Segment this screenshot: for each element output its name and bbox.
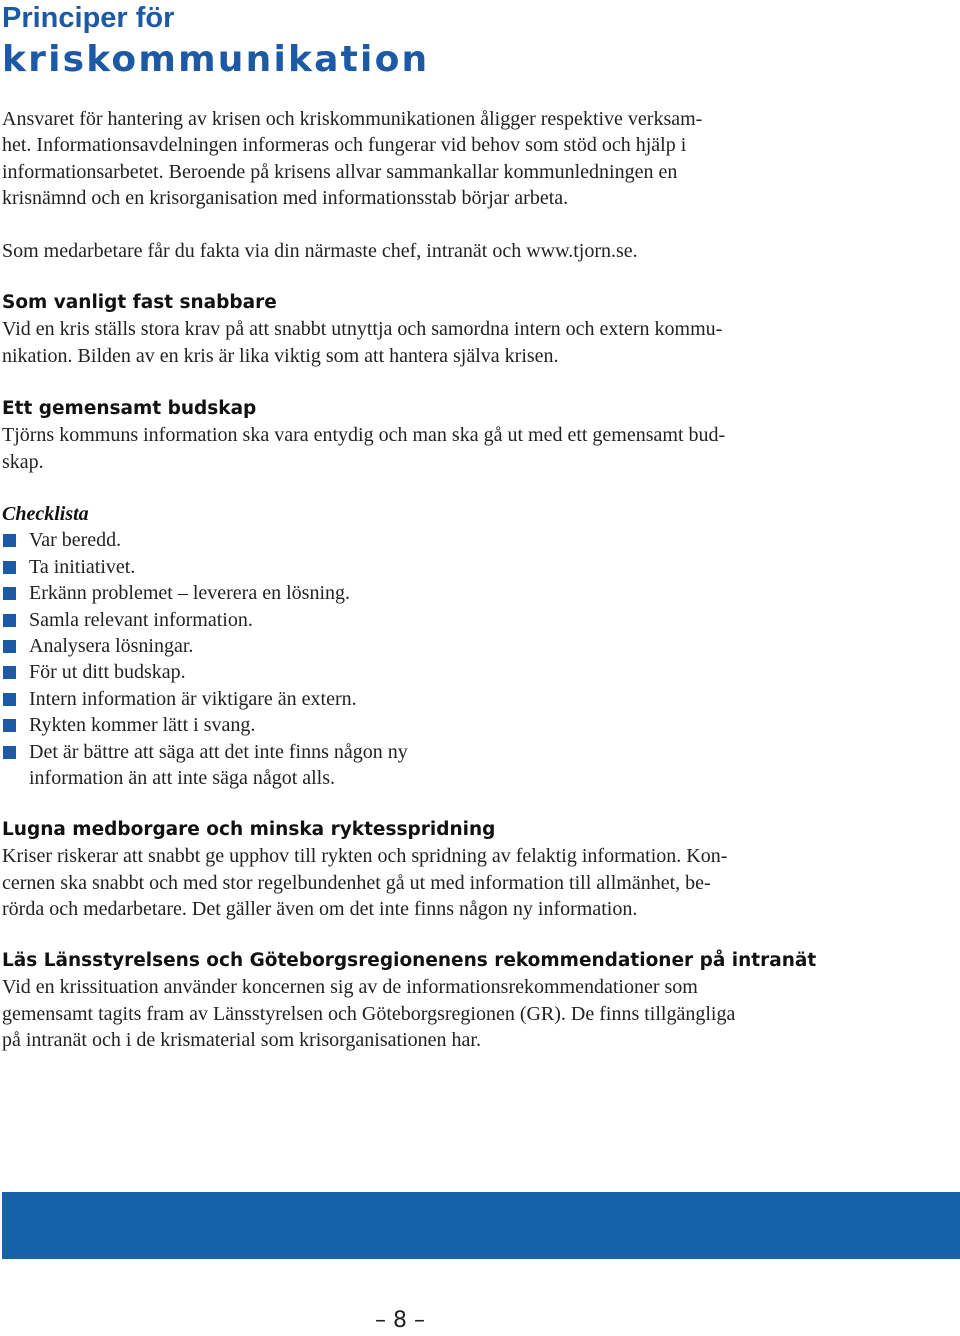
footer-bar	[2, 1192, 960, 1259]
square-bullet-icon	[3, 693, 16, 706]
section-heading-recommendations: Läs Länsstyrelsens och Göteborgsregionenens rekommendationer på intranät	[2, 950, 817, 971]
paragraph-line: informationsarbetet. Beroende på krisens allvar sammankallar kommunledningen en	[2, 160, 678, 183]
checklist-item-text: Ta initiativet.	[29, 555, 136, 578]
paragraph-line: nikation. Bilden av en kris är lika viktig som att hantera själva krisen.	[2, 344, 559, 367]
square-bullet-icon	[3, 746, 16, 759]
checklist-item-text: Samla relevant information.	[29, 608, 253, 631]
employee-note-paragraph	[2, 238, 802, 264]
square-bullet-icon	[3, 561, 16, 574]
square-bullet-icon	[3, 719, 16, 732]
checklist-item	[2, 712, 802, 738]
checklist-item-text: Analysera lösningar.	[29, 635, 194, 658]
intro-paragraph	[2, 106, 802, 212]
paragraph-line: gemensamt tagits fram av Länsstyrelsen och Göteborgsregionen (GR). De finns tillgängliga	[2, 1002, 736, 1025]
checklist-item-text: Var beredd.	[29, 529, 122, 552]
checklist-item	[2, 554, 802, 580]
paragraph-line: på intranät och i de krismaterial som krisorganisationen har.	[2, 1029, 481, 1052]
checklist-item-text: Intern information är viktigare än extern.	[29, 687, 357, 710]
section-heading-calm: Lugna medborgare och minska ryktesspridning	[2, 819, 496, 840]
paragraph-line: Ansvaret för hantering av krisen och kriskommunikationen åligger respektive verksam-	[2, 108, 703, 130]
checklist-item	[2, 659, 802, 685]
square-bullet-icon	[3, 666, 16, 679]
square-bullet-icon	[3, 587, 16, 600]
page-title-line2: kriskommunikation	[2, 39, 430, 80]
square-bullet-icon	[3, 640, 16, 653]
checklist-item-text: Det är bättre att säga att det inte finns någon ny	[29, 740, 408, 763]
checklist-item	[2, 607, 802, 633]
employee-note: Som medarbetare får du fakta via din närmaste chef, intranät och www.tjorn.se.	[2, 240, 638, 262]
checklist	[2, 501, 802, 791]
paragraph-line: cernen ska snabbt och med stor regelbundenhet gå ut med information till allmänhet, be-	[2, 871, 711, 894]
paragraph-line: het. Informationsavdelningen informeras och fungerar vid behov som stöd och hjälp i	[2, 134, 687, 157]
paragraph-line: skap.	[2, 450, 44, 473]
paragraph-line: Kriser riskerar att snabbt ge upphov till rykten och spridning av felaktig information. Kon-	[2, 845, 728, 868]
page-title-line1: Principer för	[2, 2, 175, 34]
paragraph-line: Vid en krissituation använder koncernen sig av de informationsrekommendationer som	[2, 976, 698, 999]
paragraph-line: rörda och medarbetare. Det gäller även om det inte finns någon ny information.	[2, 898, 638, 921]
checklist-item	[2, 580, 802, 606]
paragraph-line: Vid en kris ställs stora krav på att snabbt utnyttja och samordna intern och extern kommu-	[2, 318, 723, 341]
page-number: – 8 –	[375, 1308, 425, 1333]
paragraph-line: Tjörns kommuns information ska vara entydig och man ska gå ut med ett gemensamt bud-	[2, 424, 726, 447]
section-recommendations	[2, 948, 817, 1054]
checklist-item	[2, 633, 802, 659]
checklist-item-text: information än att inte säga något alls.	[29, 767, 336, 790]
section-heading-message: Ett gemensamt budskap	[2, 398, 257, 419]
checklist-item-text: Erkänn problemet – leverera en lösning.	[29, 582, 350, 605]
checklist-item-text: För ut ditt budskap.	[29, 661, 186, 684]
paragraph-line: krisnämnd och en krisorganisation med informationsstab börjar arbeta.	[2, 187, 569, 210]
square-bullet-icon	[3, 614, 16, 627]
checklist-heading: Checklista	[2, 503, 89, 525]
section-heading-fast: Som vanligt fast snabbare	[2, 292, 277, 313]
checklist-items	[2, 527, 802, 791]
checklist-item	[2, 739, 802, 792]
section-fast	[2, 290, 802, 369]
checklist-item	[2, 527, 802, 553]
checklist-item	[2, 686, 802, 712]
checklist-item-text: Rykten kommer lätt i svang.	[29, 714, 256, 737]
section-message	[2, 396, 802, 475]
square-bullet-icon	[3, 534, 16, 547]
section-calm	[2, 817, 802, 923]
